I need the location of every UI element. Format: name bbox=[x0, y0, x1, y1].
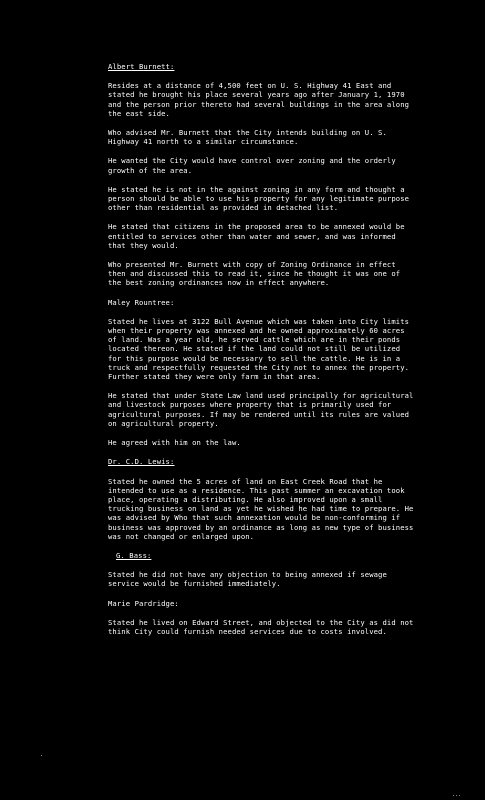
document-page bbox=[108, 62, 416, 646]
paragraph: He stated that citizens in the proposed area to be annexed would be entitled to services other than water and sewer, and was informed that they would. bbox=[108, 222, 405, 250]
paragraph: He stated he is not in the against zoning in any form and thought a person should be able to use his property for any legitimate purpose other than residential as provided in detached list. bbox=[108, 184, 410, 213]
section-heading: Albert Burnett: bbox=[108, 62, 175, 71]
scan-speck: ... bbox=[452, 792, 462, 798]
scan-speck: . bbox=[40, 752, 44, 758]
section-pardridge bbox=[108, 599, 416, 608]
paragraph: Resides at a distance of 4,500 feet on U. S. Highway 41 East and stated he brought his place several years ago after January 1, 1970 and the person prior thereto had several buildings in the area along the east side. bbox=[108, 81, 410, 118]
section-heading: Maley Rountree: bbox=[108, 297, 175, 307]
paragraph: Stated he lives at 3122 Bull Avenue which was taken into City limits when their property was annexed and he owned approximately 60 acres of land. Was a year old, he served cattle which are in their ponds located thereon. He stated if the land could not still be utilized for this purpose would be necessary to sell the cattle. He is in a truck and respectfully requested the City not to annex the property. Further stated they were only farm in that area. bbox=[108, 316, 410, 382]
section-heading: G. Bass: bbox=[116, 550, 152, 560]
paragraph: Who presented Mr. Burnett with copy of Zoning Ordinance in effect then and discussed this to read it, since he thought it was one of the best zoning ordinances now in effect anywhere. bbox=[108, 260, 401, 288]
paragraph: Who advised Mr. Burnett that the City intends building on U. S. Highway 41 north to a similar circumstance. bbox=[108, 128, 387, 147]
paragraph: Stated he did not have any objection to being annexed if sewage service would be furnished immediately. bbox=[108, 570, 387, 589]
section-bass bbox=[108, 551, 416, 560]
section-heading: Marie Pardridge: bbox=[108, 598, 179, 608]
section-burnett bbox=[108, 62, 416, 71]
section-lewis bbox=[108, 457, 416, 466]
paragraph: He agreed with him on the law. bbox=[108, 438, 241, 448]
paragraph: He wanted the City would have control over zoning and the orderly growth of the area. bbox=[108, 156, 396, 175]
paragraph: Stated he lived on Edward Street, and objected to the City as did not think City could furnish needed services due to costs involved. bbox=[108, 617, 414, 636]
section-heading: Dr. C.D. Lewis: bbox=[108, 457, 175, 467]
section-rountree bbox=[108, 298, 416, 307]
paragraph: He stated that under State Law land used principally for agricultural and livestock purposes where property that is primarily used for agricultural purposes. If may be rendered until its rules are valued on agricultural property. bbox=[108, 391, 414, 428]
paragraph: Stated he owned the 5 acres of land on East Creek Road that he intended to use as a residence. This past summer an excavation took place, operating a distributing. He also improved upon a small trucking business on land as yet he wished he had time to prepare. He was advised by Who that such annexation would be non-conforming if business was approved by an ordinance as long as new type of business was not changed or enlarged upon. bbox=[108, 476, 414, 541]
